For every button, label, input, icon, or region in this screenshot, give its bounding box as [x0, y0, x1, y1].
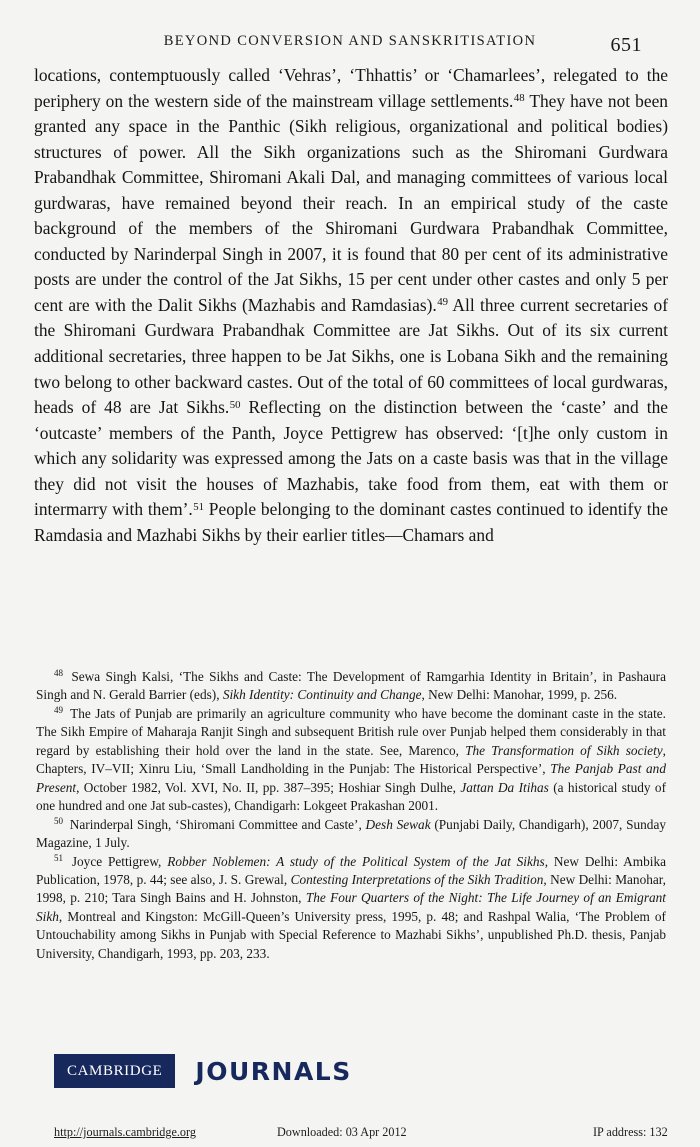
cited-title: Desh Sewak — [365, 816, 431, 832]
cited-title: The Four Quarters of the Night: The Life Journey of an Emigrant Sikh — [36, 890, 666, 924]
journals-url-link[interactable]: http://journals.cambridge.org — [54, 1125, 196, 1139]
page-footer — [0, 1039, 700, 1147]
footnote-marker-51: 51 — [54, 852, 64, 863]
footnotes-block — [36, 668, 666, 963]
cited-title: Jattan Da Itihas — [460, 779, 549, 795]
footnote-marker-50: 50 — [54, 815, 64, 826]
cited-title: Contesting Interpretations of the Sikh Tradition — [290, 871, 544, 887]
page-folio-number: 651 — [610, 34, 642, 56]
running-head — [36, 33, 664, 55]
footnote-48: $^{48}$ Sewa Singh Kalsi, ‘The Sikhs and Caste: The Development of Ramgarhia Identity in Britain’, in Pashaura Singh and N. Gerald Barrier (eds), Sikh Identity: Continuity and Change, New Delhi: Manohar, 1999, p. 256. — [36, 668, 666, 703]
footnote-50: $^{50}$ Narinderpal Singh, ‘Shiromani Committee and Caste’, Desh Sewak (Punjabi Daily, Chandigarh), 2007, Sunday Magazine, 1 July. — [36, 815, 666, 851]
footnote-reference-51[interactable]: 51 — [193, 500, 205, 513]
footnote-marker-49: 49 — [54, 705, 64, 716]
downloaded-date: Downloaded: 03 Apr 2012 — [277, 1125, 407, 1139]
footnote-reference-50[interactable]: 50 — [229, 398, 241, 411]
footnote-reference-49[interactable]: 49 — [437, 296, 449, 309]
body-text-block — [34, 63, 668, 548]
footnote-51: $^{51}$ Joyce Pettigrew, Robber Noblemen: A study of the Political System of the Jat Sikhs, New Delhi: Ambika Publication, 1978, p. 44; see also, J. S. Grewal, Contesting Interpretations of the Sikh Tradition, New Delhi: Manohar, 1998, p. 210; Tara Singh Bains and H. Johnston, The Four Quarters of the Night: The Life Journey of an Emigrant Sikh, Montreal and Kingston: McGill-Queen’s University press, 1995, p. 48; and Rashpal Walia, ‘The Problem of Untouchability among Sikhs in Punjab with Special Reference to Mazhabi Sikhs’, unpublished Ph.D. thesis, Panjab University, Chandigarh, 1993, pp. 203, 233. — [36, 852, 666, 961]
body-paragraph: locations, contemptuously called ‘Vehras’, ‘Thhattis’ or ‘Chamarlees’, relegated to the periphery on the western side of the mainstream village settlements.$^{48}$ They have not been granted any space in the Panthic (Sikh religious, organizational and political bodies) structures of power. All the Sikh organizations such as the Shiromani Gurdwara Prabandhak Committee, Shiromani Akali Dal, and managing committees of various local gurdwaras, have remained beyond their reach. In an empirical study of the caste background of the members of the Shiromani Gurdwara Prabandhak Committee, conducted by Narinderpal Singh in 2007, it is found that 80 per cent of its administrative posts are under the control of the Jat Sikhs, 15 per cent under other castes and only 5 per cent are with the Dalit Sikhs (Mazhabis and Ramdasias).$^{49}$ All three current secretaries of the Shiromani Gurdwara Prabandhak Committee are Jat Sikhs. Out of its six current additional secretaries, three happen to be Jat Sikhs, one is Lobana Sikh and the remaining two belong to other backward castes. Out of the total of 60 committees of local gurdwaras, heads of 48 are Jat Sikhs.$^{50}$ Reflecting on the distinction between the ‘caste’ and the ‘outcaste’ members of the Panth, Joyce Pettigrew has observed: ‘[t]he only custom in which any solidarity was expressed among the Jats on a caste basis was that in the village they did not visit the houses of Mazhabis, take food from them, eat with them or intermarry with them’.$^{51}$ People belonging to the dominant castes continued to identify the Ramdasia and Mazhabi Sikhs by their earlier titles—Chamars and — [34, 65, 669, 545]
cambridge-wordmark: CAMBRIDGE — [54, 1054, 175, 1088]
cited-title: Robber Noblemen: A study of the Political System of the Jat Sikhs — [167, 853, 545, 869]
running-head-title: BEYOND CONVERSION AND SANSKRITISATION — [163, 33, 537, 49]
footnote-49: $^{49}$ The Jats of Punjab are primarily an agriculture community who have become the dominant caste in the state. The Sikh Empire of Maharaja Ranjit Singh and subsequent British rule over Punjab helped them considerably in that regard by establishing their hold over the land in the state. See, Marenco, The Transformation of Sikh society, Chapters, IV–VII; Xinru Liu, ‘Small Landholding in the Punjab: The Historical Perspective’, The Panjab Past and Present, October 1982, Vol. XVI, No. II, pp. 387–395; Hoshiar Singh Dulhe, Jattan Da Itihas (a historical study of one hundred and one Jat sub-castes), Chandigarh: Lokgeet Prakashan 2001. — [36, 705, 666, 814]
footnote-reference-48[interactable]: 48 — [513, 91, 525, 104]
journals-wordmark: JOURNALS — [195, 1056, 352, 1086]
cited-title: The Panjab Past and Present — [36, 761, 666, 795]
footer-meta-row — [0, 1125, 700, 1145]
cambridge-journals-logo — [54, 1054, 352, 1088]
cited-title: Sikh Identity: Continuity and Change — [222, 687, 422, 703]
footnote-marker-48: 48 — [54, 668, 64, 679]
cited-title: The Transformation of Sikh society — [465, 742, 663, 758]
ip-address-label: IP address: 132 — [593, 1125, 668, 1139]
